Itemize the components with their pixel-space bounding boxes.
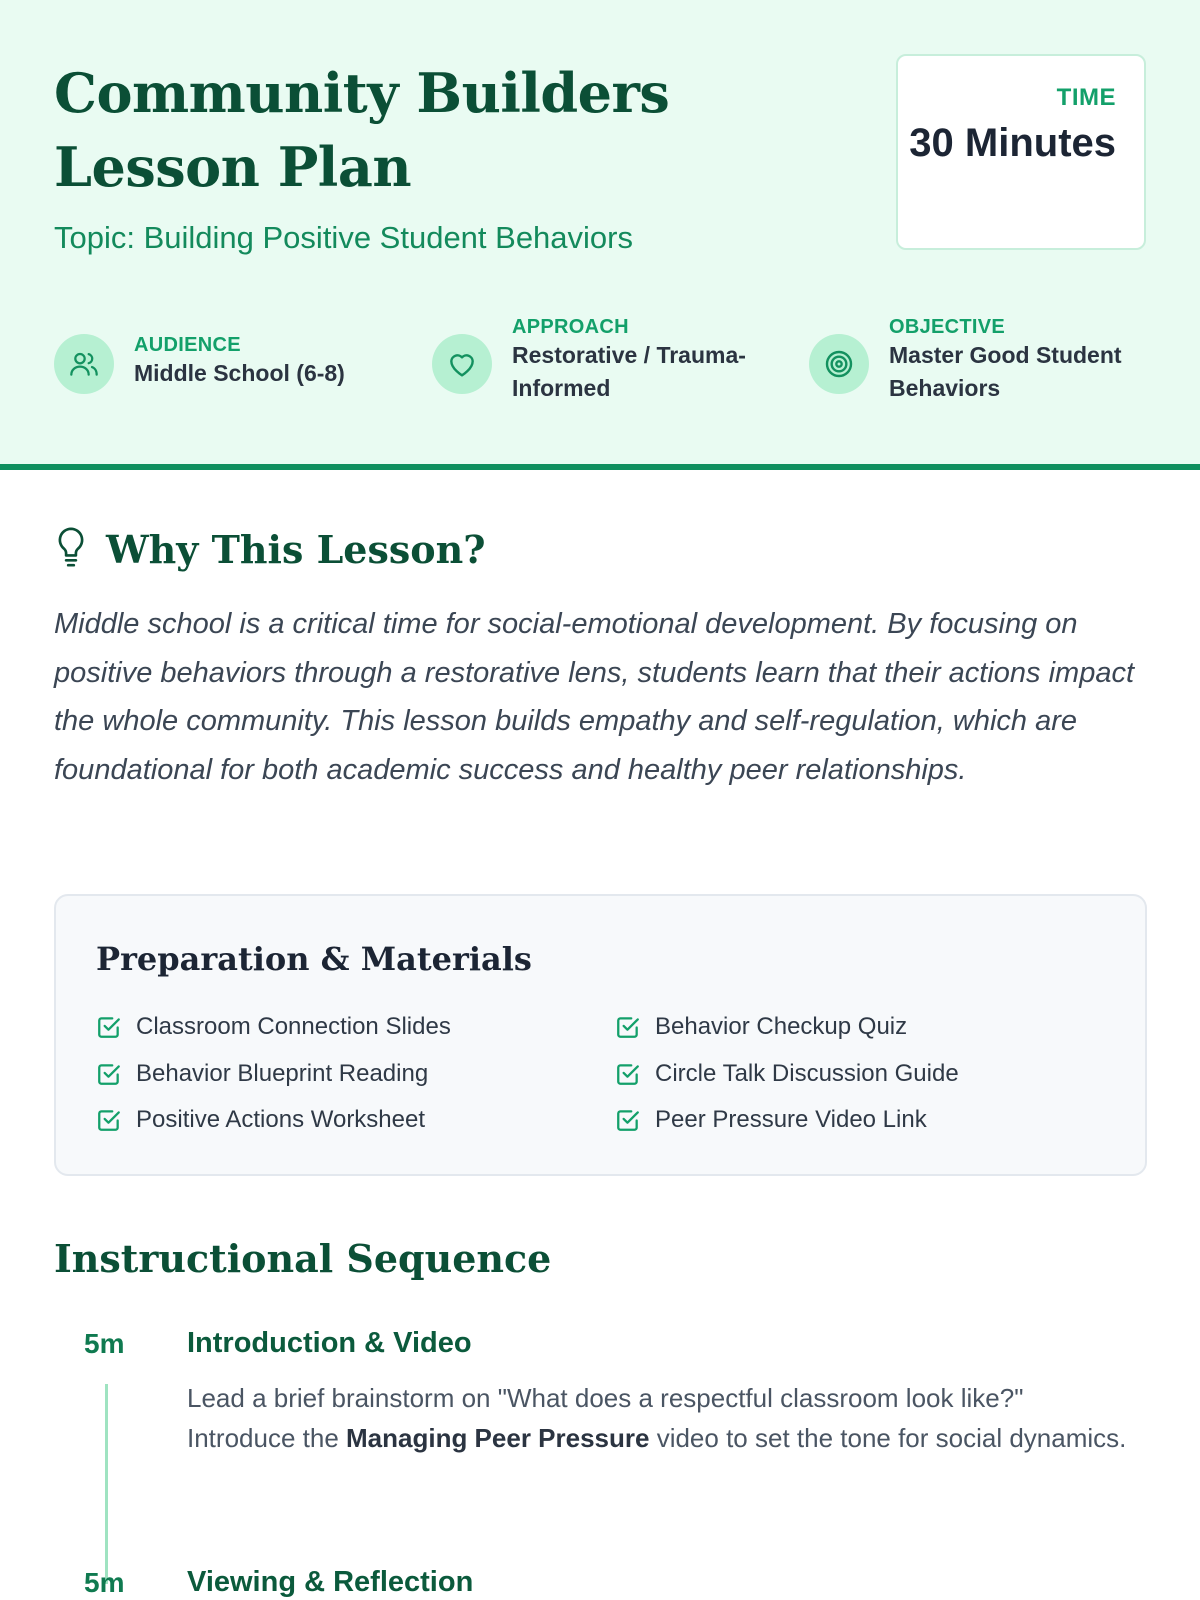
meta-value: Restorative / Trauma-Informed [512, 342, 746, 401]
meta-label: APPROACH [512, 316, 629, 338]
check-square-icon [615, 1061, 641, 1087]
lesson-header [0, 0, 1200, 470]
heart-icon [432, 334, 492, 394]
page-title: Community Builders Lesson Plan [54, 61, 670, 199]
meta-approach [432, 316, 772, 412]
lightbulb-icon [54, 526, 88, 572]
preparation-card [54, 894, 1147, 1176]
check-square-icon [615, 1107, 641, 1133]
step-time: 5m [84, 1328, 125, 1359]
material-label: Behavior Blueprint Reading [136, 1060, 429, 1087]
meta-value: Middle School (6-8) [134, 360, 345, 386]
time-label: TIME [1056, 84, 1116, 111]
material-label: Positive Actions Worksheet [136, 1106, 426, 1133]
timeline-line [105, 1384, 108, 1584]
check-square-icon [96, 1014, 122, 1040]
preparation-title: Preparation & Materials [96, 940, 532, 978]
time-card [896, 54, 1146, 250]
why-section-header [54, 526, 486, 572]
users-icon [54, 334, 114, 394]
material-item [96, 1100, 425, 1140]
check-square-icon [615, 1014, 641, 1040]
material-label: Peer Pressure Video Link [655, 1106, 927, 1133]
material-item [615, 1100, 927, 1140]
material-item [615, 1054, 959, 1094]
time-value: 30 Minutes [909, 121, 1116, 165]
material-item [96, 1007, 451, 1047]
meta-audience [54, 316, 384, 412]
check-square-icon [96, 1061, 122, 1087]
meta-value: Master Good Student Behaviors [889, 342, 1122, 401]
meta-objective [809, 316, 1159, 412]
why-text: Middle school is a critical time for social-emotional development. By focusing on positive behaviors through a restorative lens, students learn that their actions impact the whole community. This lesson builds empathy and self-regulation, which are foundational for both academic success and healthy peer relationships. [54, 608, 1135, 786]
lesson-topic: Topic: Building Positive Student Behaviors [54, 220, 633, 255]
step-title: Introduction & Video [187, 1327, 472, 1359]
material-label: Behavior Checkup Quiz [655, 1013, 908, 1040]
check-square-icon [96, 1107, 122, 1133]
material-label: Classroom Connection Slides [136, 1013, 451, 1040]
meta-label: OBJECTIVE [889, 316, 1006, 338]
sequence-title: Instructional Sequence [54, 1236, 552, 1281]
target-icon [809, 334, 869, 394]
material-label: Circle Talk Discussion Guide [655, 1060, 959, 1087]
why-title: Why This Lesson? [106, 526, 486, 572]
video-name: Managing Peer Pressure [346, 1423, 650, 1453]
material-item [615, 1007, 907, 1047]
meta-label: AUDIENCE [134, 334, 241, 356]
step-title: Viewing & Reflection [187, 1566, 474, 1598]
step-time: 5m [84, 1567, 125, 1598]
step-description: Lead a brief brainstorm on "What does a respectful classroom look like?" Introduce the Managing Peer Pressure video to set the tone for social dynamics. [187, 1383, 1127, 1453]
material-item [96, 1054, 428, 1094]
